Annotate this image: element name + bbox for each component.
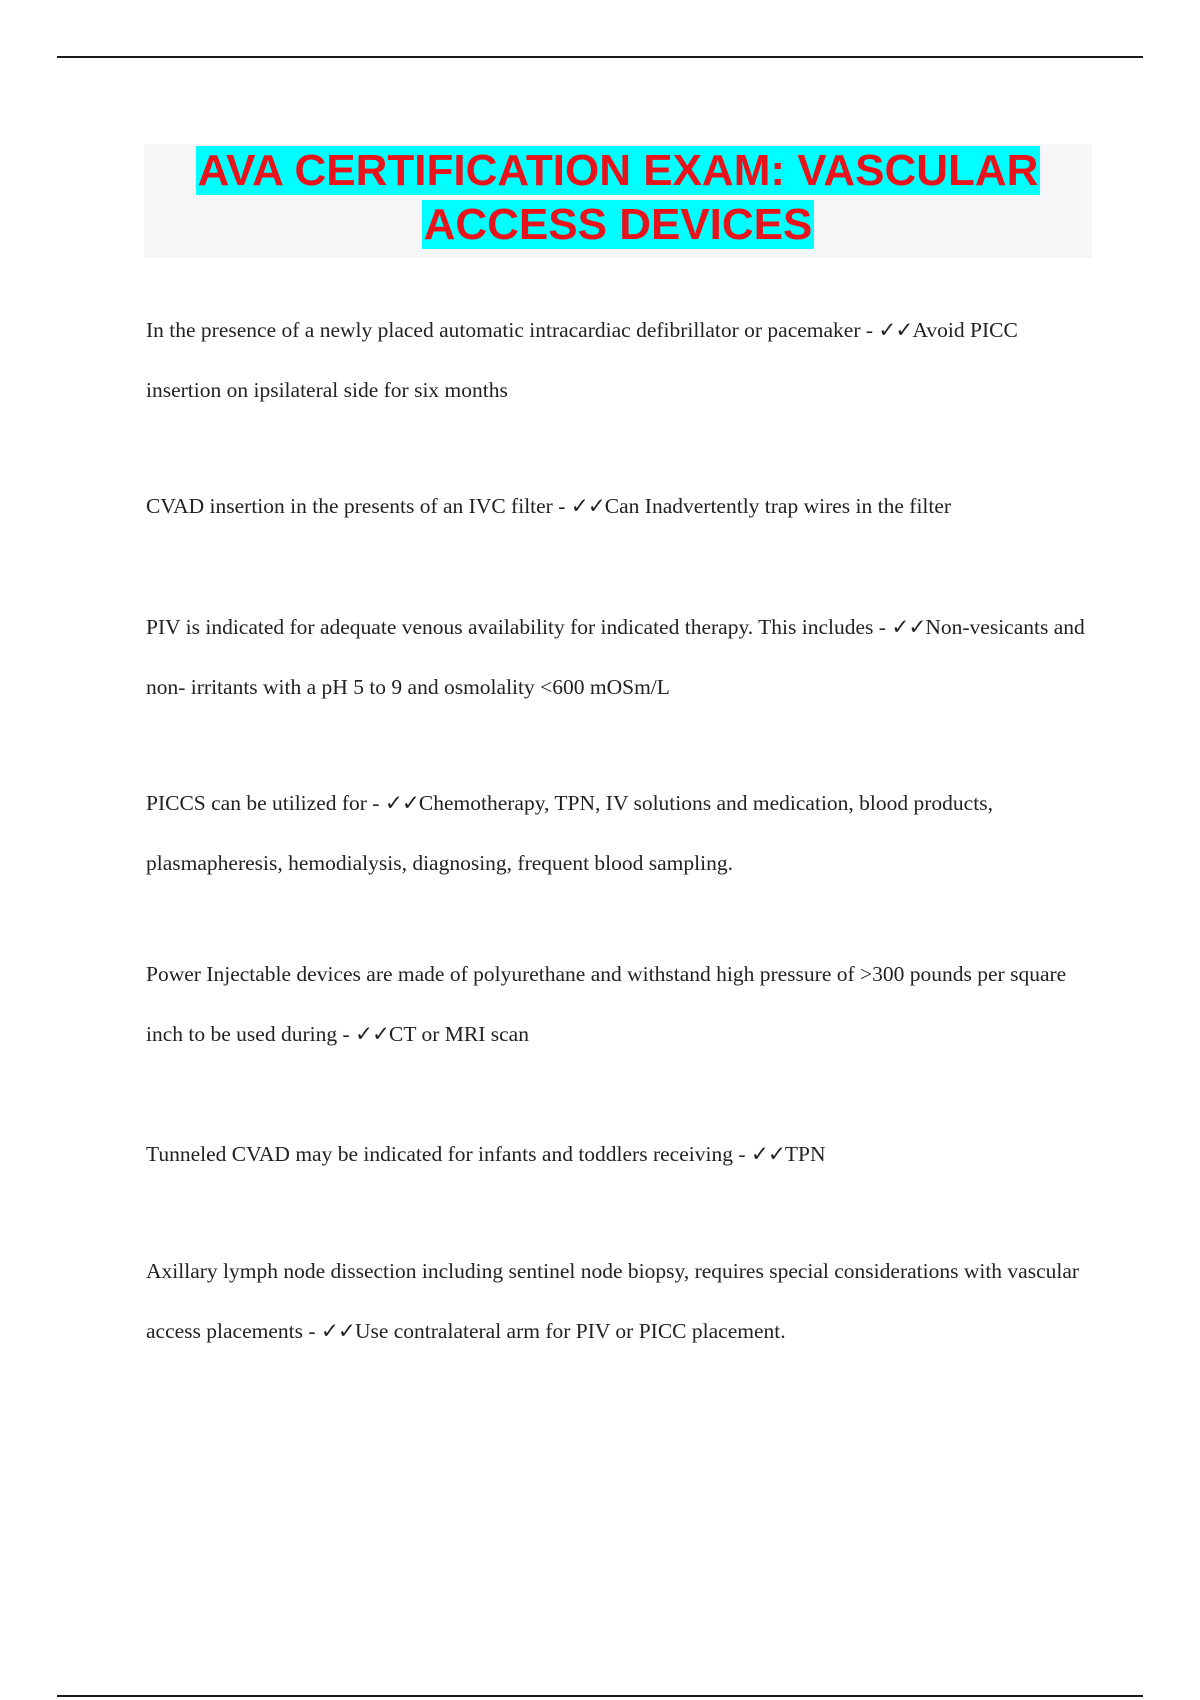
double-check-icon: ✓✓ xyxy=(878,318,913,342)
qa-item xyxy=(146,1241,1086,1361)
document-title xyxy=(144,144,1092,258)
top-rule xyxy=(57,56,1143,58)
double-check-icon: ✓✓ xyxy=(355,1022,390,1046)
double-check-icon: ✓✓ xyxy=(750,1142,785,1166)
question-text: Tunneled CVAD may be indicated for infants and toddlers receiving - xyxy=(146,1142,751,1166)
question-text: Axillary lymph node dissection including sentinel node biopsy, requires special considerations with vascular access placements - xyxy=(146,1259,1080,1343)
qa-item xyxy=(146,944,1086,1064)
qa-item xyxy=(146,597,1086,717)
title-line-1: AVA CERTIFICATION EXAM: VASCULAR xyxy=(197,146,1039,195)
answer-text: Avoid PICC insertion on ipsilateral side for six months xyxy=(146,318,1018,402)
answer-text: CT or MRI scan xyxy=(389,1022,529,1046)
double-check-icon: ✓✓ xyxy=(570,494,605,518)
qa-item xyxy=(146,300,1086,420)
question-text: In the presence of a newly placed automatic intracardiac defibrillator or pacemaker - xyxy=(146,318,879,342)
answer-text: Non-vesicants and non- irritants with a pH 5 to 9 and osmolality <600 mOSm/L xyxy=(146,615,1085,699)
answer-text: Use contralateral arm for PIV or PICC placement. xyxy=(354,1319,786,1343)
title-line-2: ACCESS DEVICES xyxy=(423,200,813,249)
question-text: PIV is indicated for adequate venous availability for indicated therapy. This includes - xyxy=(146,615,892,639)
qa-item xyxy=(146,476,1086,536)
double-check-icon: ✓✓ xyxy=(891,615,926,639)
question-text: PICCS can be utilized for - xyxy=(146,791,385,815)
answer-text: TPN xyxy=(784,1142,826,1166)
answer-text: Can Inadvertently trap wires in the filter xyxy=(604,494,952,518)
double-check-icon: ✓✓ xyxy=(384,791,419,815)
qa-item xyxy=(146,1124,1086,1184)
question-text: Power Injectable devices are made of polyurethane and withstand high pressure of >300 pounds per square inch to be used during - xyxy=(146,962,1067,1046)
question-text: CVAD insertion in the presents of an IVC filter - xyxy=(146,494,571,518)
qa-item xyxy=(146,773,1086,893)
double-check-icon: ✓✓ xyxy=(320,1319,355,1343)
bottom-rule xyxy=(57,1695,1143,1697)
answer-text: Chemotherapy, TPN, IV solutions and medication, blood products, plasmapheresis, hemodialysis, diagnosing, frequent blood sampling. xyxy=(146,791,993,875)
